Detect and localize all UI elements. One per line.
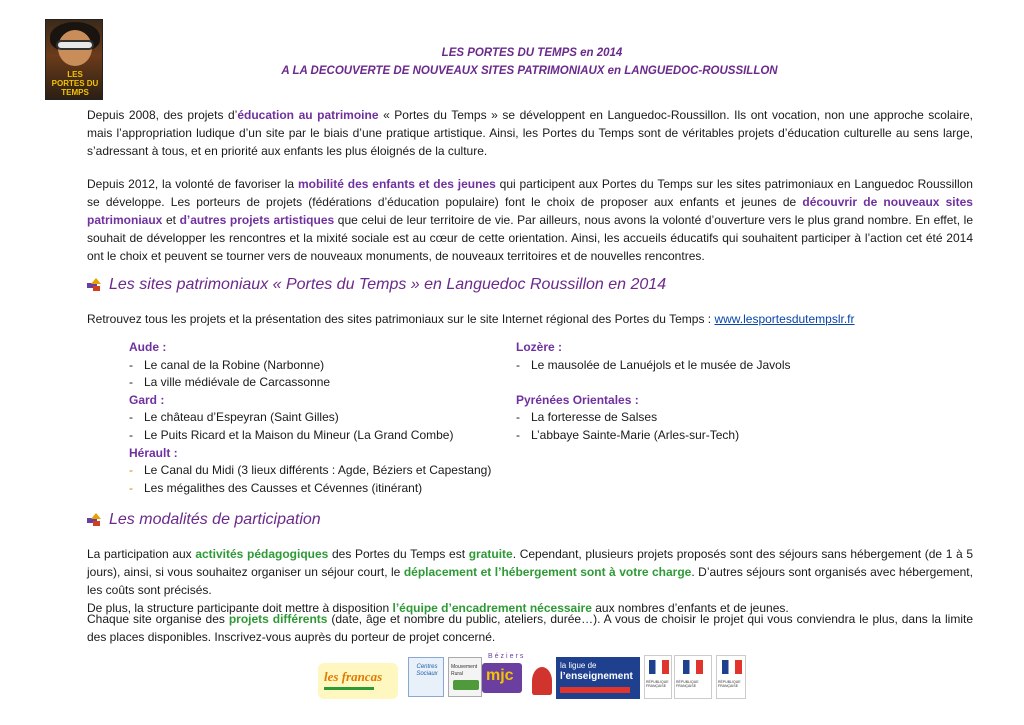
text: (date, âge et nombre du public, ateliers, durée…). A vous de choisir le projet qui vous conviendra le plus, dans la limite des places disponibles. Inscrivez-vous auprès du porteur de projet concerné. — [87, 612, 973, 644]
marianne-logo-2: RÉPUBLIQUE FRANÇAISE — [674, 655, 712, 699]
intro-paragraph-1 — [87, 106, 973, 160]
mjc-beziers-logo: Béziers mjc — [482, 653, 532, 697]
text: . D’autres séjours sont organisés avec hébergement, les coûts sont précisés. — [87, 565, 973, 597]
document-header — [0, 44, 1024, 80]
intro-paragraph-2 — [87, 175, 973, 265]
text: que celui de leur territoire de vie. Par ailleurs, nous avons la volonté d’ouverture vers le plus grand nombre. En effet, le souhait de développer les rencontres et la mixité sociale est au cœur de cette orientation. Ainsi, les accueils éducatifs qui souhaitent participer à l’action cet été 2014 ont le choix et peuvent se tourner vers de nouveaux monuments, de nouveaux territoires et de nouvelles rencontres. — [87, 213, 973, 263]
regions-right-column — [516, 339, 916, 445]
sites-intro-paragraph — [87, 310, 973, 328]
list-item — [516, 357, 916, 375]
region-name: Lozère : — [516, 340, 563, 354]
bullet-arrow-icon — [87, 278, 101, 292]
region-name: Pyrénées Orientales : — [516, 392, 639, 407]
highlight: d’autres projets artistiques — [179, 213, 335, 227]
ligue-enseignement-logo: la ligue de l’enseignement — [556, 657, 640, 699]
dash: - — [516, 357, 520, 372]
header-title: LES PORTES DU TEMPS en 2014 — [441, 47, 623, 59]
text: Chaque site organise des — [87, 612, 229, 626]
marianne-logo-1: RÉPUBLIQUE FRANÇAISE — [644, 655, 672, 699]
list-item — [516, 427, 916, 445]
highlight: gratuite — [468, 547, 513, 561]
list-item — [129, 462, 499, 480]
mouvement-rural-logo: Mouvement Rural — [448, 657, 482, 697]
poster-title: LES PORTES DU TEMPS — [51, 70, 99, 97]
dash: - — [129, 463, 133, 478]
dash: - — [129, 427, 133, 442]
list-item — [129, 480, 499, 498]
dash: - — [516, 427, 520, 442]
website-link[interactable]: www.lesportesdutempslr.fr — [714, 312, 855, 326]
text: Retrouvez tous les projets et la présentation des sites patrimoniaux sur le site Internet régional des Portes du Temps : — [87, 312, 715, 326]
list-item — [516, 409, 916, 427]
highlight: découvrir de nouveaux sites patrimoniaux — [87, 195, 973, 227]
dash: - — [129, 410, 133, 425]
modalites-paragraph-2 — [87, 610, 973, 646]
section-heading-sites — [87, 276, 666, 294]
dash: - — [516, 410, 520, 425]
section-heading-modalites — [87, 511, 321, 529]
region-name: Hérault : — [129, 445, 178, 460]
marianne-logo-3: RÉPUBLIQUE FRANÇAISE — [716, 655, 746, 699]
dash: - — [129, 357, 133, 372]
highlight: déplacement et l’hébergement sont à votre charge — [403, 565, 692, 579]
modalites-paragraph-1 — [87, 545, 973, 617]
site-name: Le Canal du Midi (3 lieux différents : Agde, Béziers et Capestang) — [144, 463, 492, 478]
site-name: Les mégalithes des Causses et Cévennes (itinérant) — [144, 480, 423, 495]
text: De plus, la structure participante doit mettre à disposition — [87, 601, 393, 615]
site-name: Le canal de la Robine (Narbonne) — [144, 357, 325, 372]
highlight: activités pédagogiques — [195, 547, 329, 561]
text: Depuis 2012, la volonté de favoriser la — [87, 177, 298, 191]
site-name: Le Puits Ricard et la Maison du Mineur (La Grand Combe) — [144, 427, 454, 442]
text: La participation aux — [87, 547, 196, 561]
dash: - — [129, 375, 133, 390]
red-partner-logo — [530, 657, 554, 699]
highlight: l’équipe d’encadrement nécessaire — [392, 601, 592, 615]
text: des Portes du Temps est — [328, 547, 469, 561]
highlight: éducation au patrimoine — [237, 108, 379, 122]
francas-logo: les francas — [318, 663, 398, 699]
section-title: Les modalités de participation — [109, 511, 321, 528]
site-name: L’abbaye Sainte-Marie (Arles-sur-Tech) — [531, 427, 740, 442]
text: qui participent aux Portes du Temps sur les sites patrimoniaux en Languedoc Roussillon se développe. Les porteurs de projets (fédérations d’éducation populaire) font le choix de proposer aux enfants et jeunes de — [87, 177, 973, 209]
section-title: Les sites patrimoniaux « Portes du Temps » en Languedoc Roussillon en 2014 — [109, 276, 667, 293]
list-item — [129, 374, 499, 392]
text: . Cependant, plusieurs projets proposés sont des séjours sans hébergement (de 1 à 5 jours), ainsi, si vous souhaitez organiser un séjour court, le — [87, 547, 974, 579]
text: Depuis 2008, des projets d’ — [87, 108, 238, 122]
text: et — [162, 213, 180, 227]
dash: - — [129, 480, 133, 495]
region-name: Gard : — [129, 392, 165, 407]
text: « Portes du Temps » se développent en Languedoc-Roussillon. Ils ont vocation, non une approche scolaire, mais l’appropriation ludique d’un site par le biais d’une pratique artistique. Ainsi, les Portes du Temps sont de véritables projets d’éducation culturelle au sens large, s’adressant à tous, et en priorité aux enfants les plus éloignés de la culture. — [87, 108, 973, 158]
site-name: Le château d’Espeyran (Saint Gilles) — [144, 410, 339, 425]
highlight: mobilité des enfants et des jeunes — [297, 177, 496, 191]
bullet-arrow-icon — [87, 513, 101, 527]
site-name: Le mausolée de Lanuéjols et le musée de Javols — [531, 357, 791, 372]
region-name: Aude : — [129, 340, 167, 354]
site-name: La forteresse de Salses — [531, 410, 658, 425]
header-subtitle: A LA DECOUVERTE DE NOUVEAUX SITES PATRIMONIAUX en LANGUEDOC-ROUSSILLON — [281, 65, 778, 77]
list-item — [129, 427, 499, 445]
list-item — [129, 409, 499, 427]
highlight: projets différents — [228, 612, 328, 626]
text: aux nombres d’enfants et de jeunes. — [591, 601, 789, 615]
list-item — [129, 357, 499, 375]
centres-sociaux-logo: Centres Sociaux — [408, 657, 444, 697]
site-name: La ville médiévale de Carcassonne — [144, 375, 331, 390]
regions-left-column — [129, 339, 499, 497]
